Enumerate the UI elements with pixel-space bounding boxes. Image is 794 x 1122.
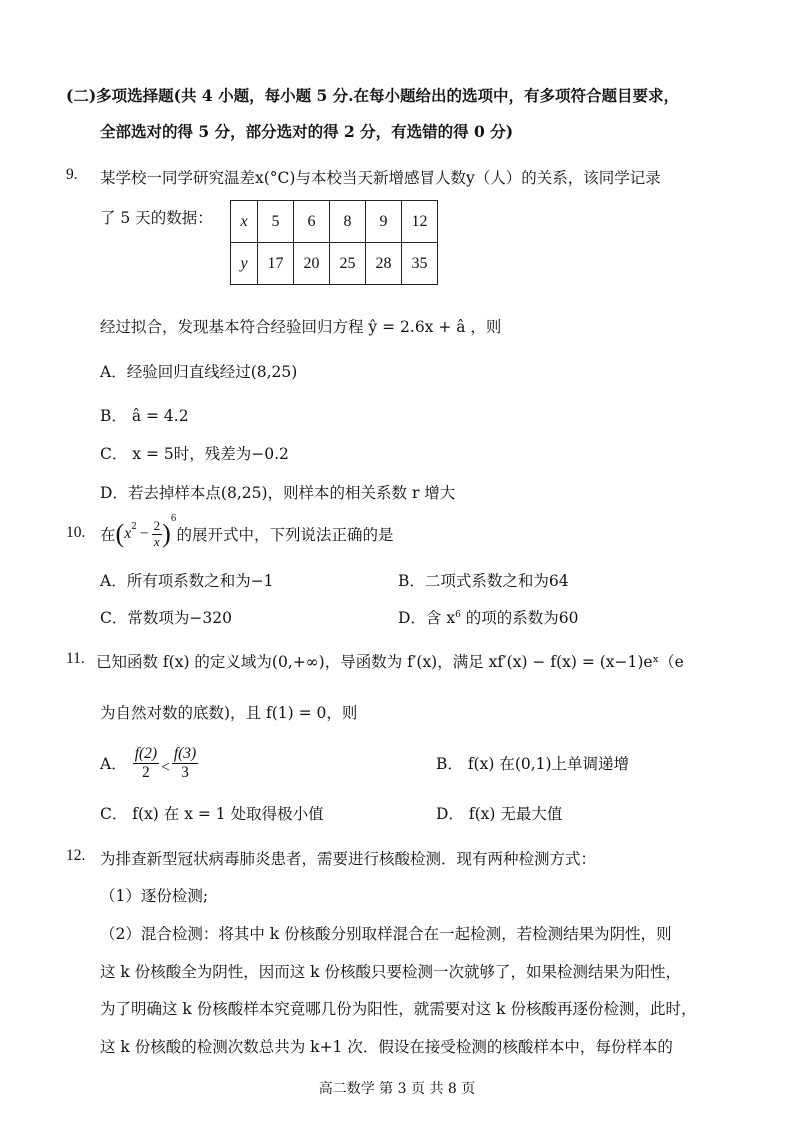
q10-frac-denominator: x	[153, 533, 160, 549]
q10-frac-numerator: 2	[153, 517, 161, 533]
q9-stem-line3: 经过拟合，发现基本符合经验回归方程 ŷ = 2.6x + â ，则	[100, 318, 502, 336]
q11-stem-line2: 为自然对数的底数)，且 f(1) = 0，则	[100, 704, 358, 722]
table-cell: 17	[258, 243, 294, 285]
table-cell: 20	[294, 243, 330, 285]
q11-option-c: C． f(x) 在 x = 1 处取得极小值	[100, 805, 324, 823]
q10-x-exponent: 2	[131, 522, 137, 532]
section-scoring: 全部选对的得 5 分，部分选对的得 2 分，有选错的得 0 分)	[100, 122, 514, 141]
q9-option-a: A．经验回归直线经过(8,25)	[100, 363, 298, 381]
q11-option-a-label: A．	[100, 755, 127, 773]
table-cell: 12	[402, 201, 438, 243]
q12-item-2-line2: 这 k 份核酸全为阴性，因而这 k 份核酸只要检测一次就够了，如果检测结果为阳性，	[100, 963, 681, 981]
q10-option-d-exp: 6	[455, 609, 461, 620]
q9-stem-line2: 了 5 天的数据：	[100, 209, 213, 227]
q12-number: 12.	[66, 847, 86, 864]
q10-x-term: x	[124, 525, 132, 542]
table-row	[231, 243, 438, 285]
q9-option-c: C． x = 5时，残差为−0.2	[100, 445, 289, 463]
q11-frac-2	[172, 745, 198, 782]
q11-frac-2-den: 3	[181, 763, 189, 781]
q10-power: 6	[170, 514, 177, 524]
q10-option-d-pre: D．含 x	[398, 609, 456, 627]
table-header-y: y	[231, 243, 258, 285]
q10-option-d-post: 的项的系数为60	[460, 609, 579, 627]
table-header-x: x	[231, 201, 258, 243]
q11-option-d: D． f(x) 无最大值	[436, 805, 563, 823]
q10-close-paren: )	[162, 519, 171, 548]
q10-stem-post: 的展开式中，下列说法正确的是	[176, 526, 394, 544]
table-cell: 28	[366, 243, 402, 285]
q10-option-c: C．常数项为−320	[100, 609, 232, 627]
q10-minus: −	[139, 525, 149, 542]
q12-stem: 为排查新型冠状病毒肺炎患者，需要进行核酸检测．现有两种检测方式：	[100, 850, 597, 868]
table-cell: 5	[258, 201, 294, 243]
q10-fraction	[152, 519, 163, 550]
table-cell: 35	[402, 243, 438, 285]
q9-option-b: B． â = 4.2	[100, 407, 189, 425]
q10-option-a: A．所有项系数之和为−1	[100, 572, 274, 590]
q11-frac-1-num: f(2)	[134, 744, 158, 762]
q10-option-b: B．二项式系数之和为64	[398, 572, 569, 590]
q10-open-paren: (	[115, 519, 125, 548]
q10-option-d	[398, 606, 579, 628]
q12-item-1: （1）逐份检测;	[100, 887, 209, 905]
q11-frac-1	[133, 745, 159, 782]
q9-number: 9.	[66, 166, 78, 183]
q11-option-b: B． f(x) 在(0,1)上单调递增	[436, 755, 630, 773]
q12-item-2-line1: （2）混合检测：将其中 k 份核酸分别取样混合在一起检测，若检测结果为阴性，则	[100, 925, 672, 943]
q11-stem-line1: 已知函数 f(x) 的定义域为(0,+∞)，导函数为 f′(x)，满足 xf′(x) − f(x) = (x−1)eˣ（e	[96, 653, 684, 671]
table-cell: 6	[294, 201, 330, 243]
q10-stem	[100, 512, 393, 556]
q9-option-d: D．若去掉样本点(8,25)，则样本的相关系数 r 增大	[100, 484, 456, 502]
q11-frac-1-den: 2	[142, 763, 150, 781]
q11-option-a	[100, 738, 198, 788]
q10-number: 10.	[66, 524, 86, 541]
section-heading: (二)多项选择题(共 4 小题，每小题 5 分.在每小题给出的选项中，有多项符合题目要求，	[66, 86, 680, 105]
table-row	[231, 201, 438, 243]
q11-number: 11.	[66, 650, 85, 667]
table-cell: 8	[330, 201, 366, 243]
q11-frac-2-num: f(3)	[173, 744, 197, 762]
table-cell: 9	[366, 201, 402, 243]
page-footer: 高二数学 第 3 页 共 8 页	[318, 1081, 476, 1097]
q10-stem-pre: 在	[100, 526, 116, 544]
q12-item-2-line4: 这 k 份核酸的检测次数总共为 k+1 次．假设在接受检测的核酸样本中，每份样本的	[100, 1038, 673, 1056]
q12-item-2-line3: 为了明确这 k 份核酸样本究竟哪几份为阳性，就需要对这 k 份核酸再逐份检测，此时，	[100, 1000, 697, 1018]
q9-data-table	[230, 200, 438, 285]
table-cell: 25	[330, 243, 366, 285]
q11-less-than: <	[161, 759, 170, 776]
q9-stem-line1: 某学校一同学研究温差x(°C)与本校当天新增感冒人数y（人）的关系，该同学记录	[100, 169, 661, 187]
